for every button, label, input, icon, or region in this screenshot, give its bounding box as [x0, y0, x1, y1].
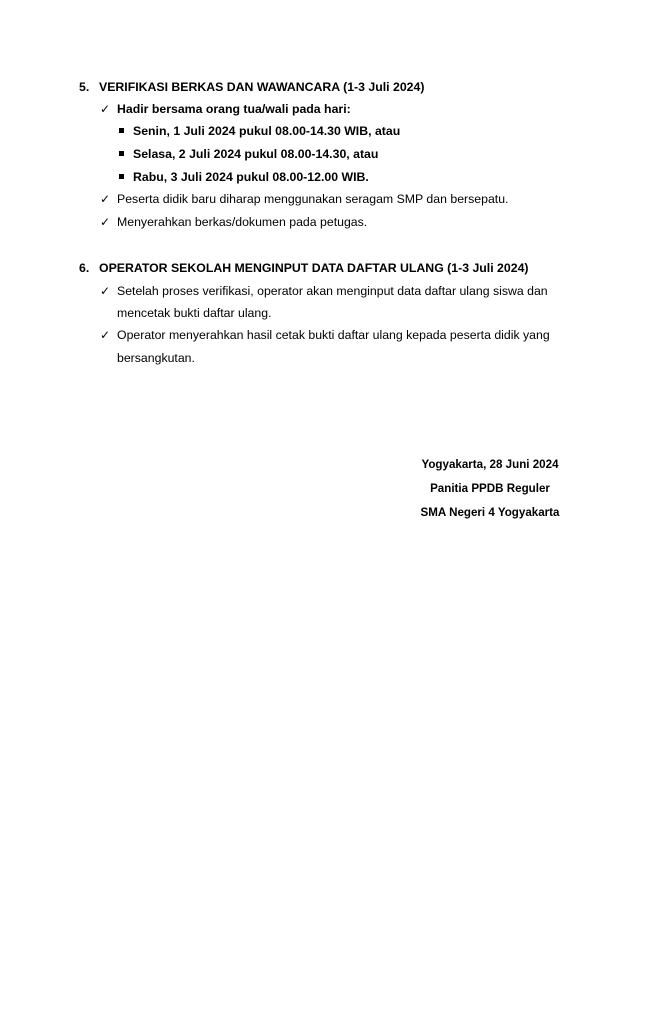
square-bullet-icon [119, 174, 124, 179]
signature-place-date: Yogyakarta, 28 Juni 2024 [421, 458, 559, 471]
checkmark-icon: ✓ [100, 284, 111, 298]
signature-committee: Panitia PPDB Reguler [430, 482, 550, 495]
section-5-item-1: Hadir bersama orang tua/wali pada hari: [117, 102, 351, 116]
section-6-heading: OPERATOR SEKOLAH MENGINPUT DATA DAFTAR ULANG (1-3 Juli 2024) [99, 261, 529, 275]
square-bullet-icon [119, 151, 124, 156]
section-5-subitem-2: Selasa, 2 Juli 2024 pukul 08.00-14.30, atau [133, 147, 379, 161]
section-5-item-2: Peserta didik baru diharap menggunakan seragam SMP dan bersepatu. [117, 192, 509, 206]
section-5-subitem-1: Senin, 1 Juli 2024 pukul 08.00-14.30 WIB, atau [133, 124, 401, 138]
section-5-subitem-3: Rabu, 3 Juli 2024 pukul 08.00-12.00 WIB. [133, 170, 369, 184]
section-5-number: 5. [79, 80, 90, 94]
square-bullet-icon [119, 128, 124, 133]
section-6-item-2-line-1: Operator menyerahkan hasil cetak bukti daftar ulang kepada peserta didik yang [117, 328, 550, 342]
section-6-item-1-line-2: mencetak bukti daftar ulang. [117, 306, 272, 320]
checkmark-icon: ✓ [100, 215, 111, 229]
section-6-item-2-line-2: bersangkutan. [117, 351, 195, 365]
signature-school: SMA Negeri 4 Yogyakarta [420, 506, 560, 519]
checkmark-icon: ✓ [100, 192, 111, 206]
checkmark-icon: ✓ [100, 328, 111, 342]
section-5-item-3: Menyerahkan berkas/dokumen pada petugas. [117, 215, 368, 229]
section-6-item-1-line-1: Setelah proses verifikasi, operator akan menginput data daftar ulang siswa dan [117, 284, 548, 298]
section-6-number: 6. [79, 261, 90, 275]
section-5-heading: VERIFIKASI BERKAS DAN WAWANCARA (1-3 Juli 2024) [99, 80, 425, 94]
checkmark-icon: ✓ [100, 102, 111, 116]
